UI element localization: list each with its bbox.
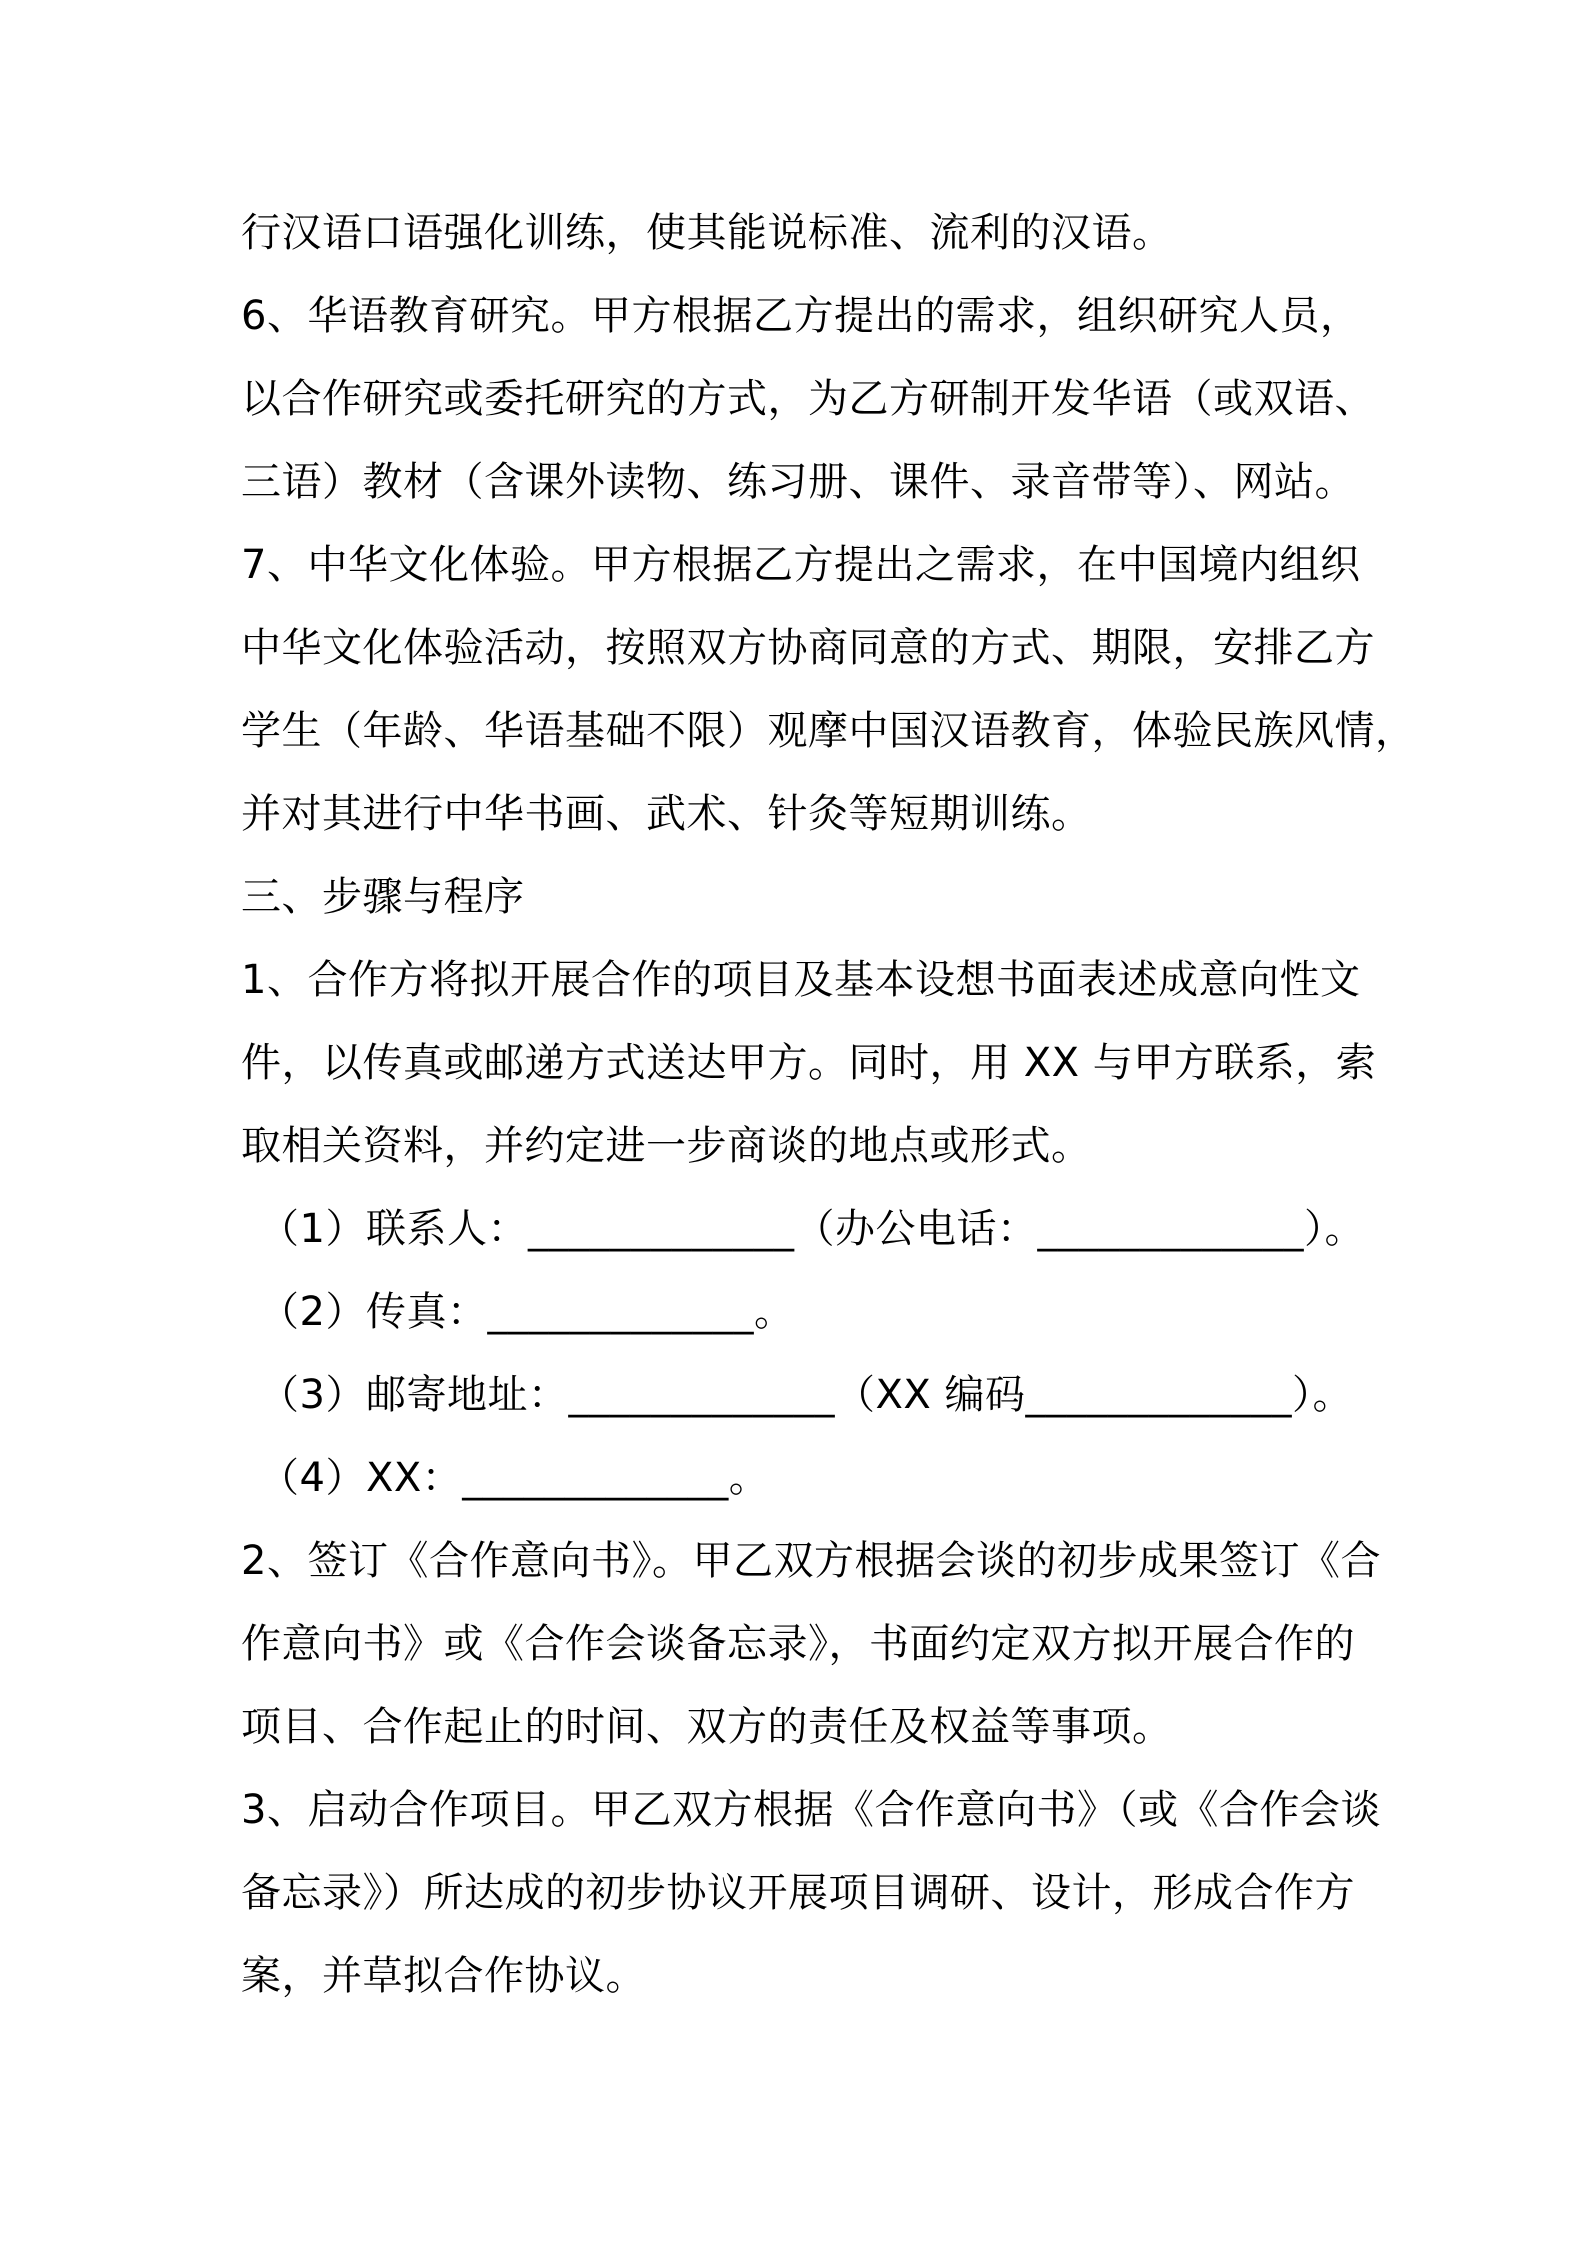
text-line: 以合作研究或委托研究的方式，为乙方研制开发华语（或双语、 bbox=[241, 376, 1375, 422]
text-line: 1、合作方将拟开展合作的项目及基本设想书面表述成意向性文 bbox=[241, 957, 1361, 1003]
form-line-contact: （1）联系人：_____________（办公电话：_____________）。 bbox=[259, 1206, 1365, 1252]
document-page bbox=[241, 192, 1416, 2018]
text-line: 中华文化体验活动，按照双方协商同意的方式、期限，安排乙方 bbox=[241, 625, 1375, 671]
text-line: 项目、合作起止的时间、双方的责任及权益等事项。 bbox=[241, 1704, 1173, 1750]
text-line: 三语）教材（含课外读物、练习册、课件、录音带等）、网站。 bbox=[241, 459, 1355, 505]
text-line: 6、华语教育研究。甲方根据乙方提出的需求，组织研究人员， bbox=[241, 293, 1361, 339]
text-line: 7、中华文化体验。甲方根据乙方提出之需求，在中国境内组织 bbox=[241, 542, 1361, 588]
text-line: 行汉语口语强化训练，使其能说标准、流利的汉语。 bbox=[241, 210, 1173, 256]
text-line: 3、启动合作项目。甲乙双方根据《合作意向书》（或《合作会谈 bbox=[241, 1787, 1381, 1833]
form-line-address: （3）邮寄地址：_____________（XX 编码_____________）。 bbox=[259, 1372, 1353, 1418]
form-line-xx: （4）XX：_____________。 bbox=[259, 1455, 770, 1501]
text-line: 备忘录》）所达成的初步协议开展项目调研、设计，形成合作方 bbox=[241, 1870, 1355, 1916]
text-line: 件，以传真或邮递方式送达甲方。同时，用 XX 与甲方联系，索 bbox=[241, 1040, 1377, 1086]
form-line-fax: （2）传真：_____________。 bbox=[259, 1289, 795, 1335]
text-line: 并对其进行中华书画、武术、针灸等短期训练。 bbox=[241, 791, 1092, 837]
text-line: 2、签订《合作意向书》。甲乙双方根据会谈的初步成果签订《合 bbox=[241, 1538, 1381, 1584]
text-line: 案，并草拟合作协议。 bbox=[241, 1953, 646, 1999]
section-heading: 三、步骤与程序 bbox=[241, 874, 525, 920]
text-line: 作意向书》或《合作会谈备忘录》，书面约定双方拟开展合作的 bbox=[241, 1621, 1355, 1667]
text-line: 取相关资料，并约定进一步商谈的地点或形式。 bbox=[241, 1123, 1092, 1169]
text-line: 学生（年龄、华语基础不限）观摩中国汉语教育，体验民族风情， bbox=[241, 708, 1416, 754]
